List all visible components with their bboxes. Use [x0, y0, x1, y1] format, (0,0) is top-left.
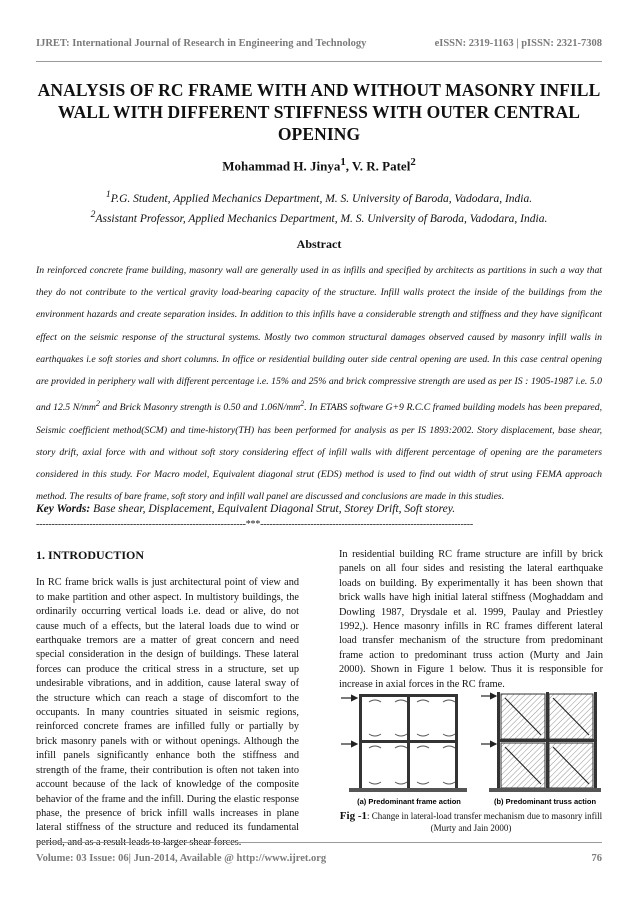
author-1: Mohammad H. Jinya	[222, 158, 341, 174]
left-column	[36, 548, 299, 850]
keywords-label: Key Words:	[36, 503, 91, 515]
affiliations	[36, 187, 602, 227]
author-separator: ,	[345, 158, 353, 174]
author-1-sup: 1	[340, 156, 346, 168]
figure-label-a: (a) Predominant frame action	[357, 797, 461, 806]
abstract-part-3: . In ETABS software G+9 R.C.C framed building models has been prepared, Seismic coefficient method(SCM) and time-history(TH) has been performed for analysis as per IS 1893:2002. Story displacement, base shear, story drift, axial force with and without soft story considering effect of infill walls with different percentage of opening are the parameters considered in this study. For Macro model, Equivalent diagonal strut (EDS) method is used to find out width of strut using FEMA approach method. The results of bare frame, soft story and infill wall panel are discussed and conclusions are made in this studies.	[36, 402, 602, 503]
load-transfer-diagram	[339, 688, 603, 808]
affiliation-2	[36, 207, 602, 227]
introduction-heading: 1. INTRODUCTION	[36, 548, 145, 562]
affiliation-1	[36, 187, 602, 207]
abstract-sup-2: 2	[300, 399, 305, 409]
figure-caption-text: : Change in lateral-load transfer mechanism due to masonry infill (Murty and Jain 2000)	[367, 811, 603, 833]
author-2-sup: 2	[410, 156, 416, 168]
abstract-sup-1: 2	[95, 399, 100, 409]
figure-caption-label: Fig -1	[339, 810, 367, 822]
keywords-text: Base shear, Displacement, Equivalent Diagonal Strut, Storey Drift, Soft storey.	[90, 503, 456, 515]
figure-label-b: (b) Predominant truss action	[493, 797, 597, 806]
frame-action-diagram	[341, 694, 467, 792]
journal-name: IJRET: International Journal of Research in Engineering and Technology	[36, 38, 367, 49]
footer-volume-info: Volume: 03 Issue: 06| Jun-2014, Available @ http://www.ijret.org	[36, 853, 327, 864]
page-header	[36, 38, 602, 49]
keywords	[36, 503, 602, 515]
header-rule	[36, 61, 602, 62]
introduction-paragraph-right: In residential building RC frame structure are infill by brick panels on all four sides and resisting the lateral earthquake loads on building. By experimentally it has been shown that brick walls have high initial lateral stiffness (Moghaddam and Dowling 1987, Drysdale et al. 1999, Paulay and Priestley 1992,). Hence masonry infills in RC frames different lateral load transfer mechanism of the structure from predominant frame action to predominant truss action (Murty and Jain 2000). Shown in Figure 1 below. Thus it is responsible for increase in axial forces in the RC frame.	[339, 549, 603, 690]
paper-title: ANALYSIS OF RC FRAME WITH AND WITHOUT MASONRY INFILL WALL WITH DIFFERENT STIFFNESS WITH OUTER CENTRAL OPENING	[37, 80, 601, 144]
abstract-heading: Abstract	[296, 237, 342, 251]
page-number: 76	[591, 853, 602, 864]
truss-action-diagram	[481, 692, 601, 792]
abstract-body	[36, 260, 602, 508]
affiliation-1-text: P.G. Student, Applied Mechanics Department, M. S. University of Baroda, Vadodara, India.	[110, 192, 533, 205]
abstract-part-2: and Brick Masonry strength is 0.50 and 1.06N/mm	[99, 402, 301, 414]
affiliation-2-sup: 2	[90, 208, 96, 220]
issn-info: eISSN: 2319-1163 | pISSN: 2321-7308	[434, 38, 602, 49]
author-2: V. R. Patel	[352, 158, 411, 174]
right-column	[339, 548, 603, 692]
affiliation-1-sup: 1	[105, 189, 111, 200]
page-footer	[36, 853, 602, 864]
figure-caption	[339, 810, 603, 834]
authors	[36, 156, 602, 174]
footer-rule	[36, 842, 602, 843]
figure-1	[339, 688, 603, 808]
affiliation-2-text: Assistant Professor, Applied Mechanics Department, M. S. University of Baroda, Vadodara, India.	[95, 212, 548, 225]
abstract-part-1: In reinforced concrete frame building, masonry wall are generally used in as infills and specified by architects as partitions in such a way that they do not contribute to the vertical gravity load-bearing capacity of the structure. Infill walls protect the inside of the buildings from the environment hazards and create separation insides. In addition to this infills have a considerable strength and stiffness and they have significant effect on the seismic response of the structural systems. Mostly two common structural damages observed caused by masonry infill walls in earthquakes i.e soft stories and short columns. In office or residential building outer side central opening are used. In this case central opening are provided in periphery wall with different percentage i.e. 15% and 25% and brick compressive strength are used as per IS : 1905-1987 i.e. 5.0 and 12.5 N/mm	[36, 265, 602, 414]
section-divider: -------------------------------------------------------------------***--------------------------------------------------------------------	[36, 519, 473, 530]
introduction-paragraph-left: In RC frame brick walls is just architectural point of view and to make partition and other aspect. In multistory buildings, the ordinarily occurring vertical loads i.e. dead or alive, do not cause much of a effects, but the lateral loads due to wind or earthquake tremors are a matter of great concern and need special consideration in the design of buildings. These lateral forces can produce the critical stress in a structure, set up undesirable vibrations, and in addition, cause lateral sway of the structure which can reach a stage of discomfort to the occupants. In many countries situated in seismic regions, reinforced concrete frames are infilled fully or partially by brick masonry panels with or without openings. Although the infill panels significantly enhance both the stiffness and strength of the frame, their contribution is often not taken into account because of the lack of knowledge of the composite behavior of the frame and the infill. During the elastic response phase, the presence of brick infill walls increases in plane lateral stiffness of the structure and reduced its fundamental period, and as a result leads to larger shear forces.	[36, 577, 299, 848]
